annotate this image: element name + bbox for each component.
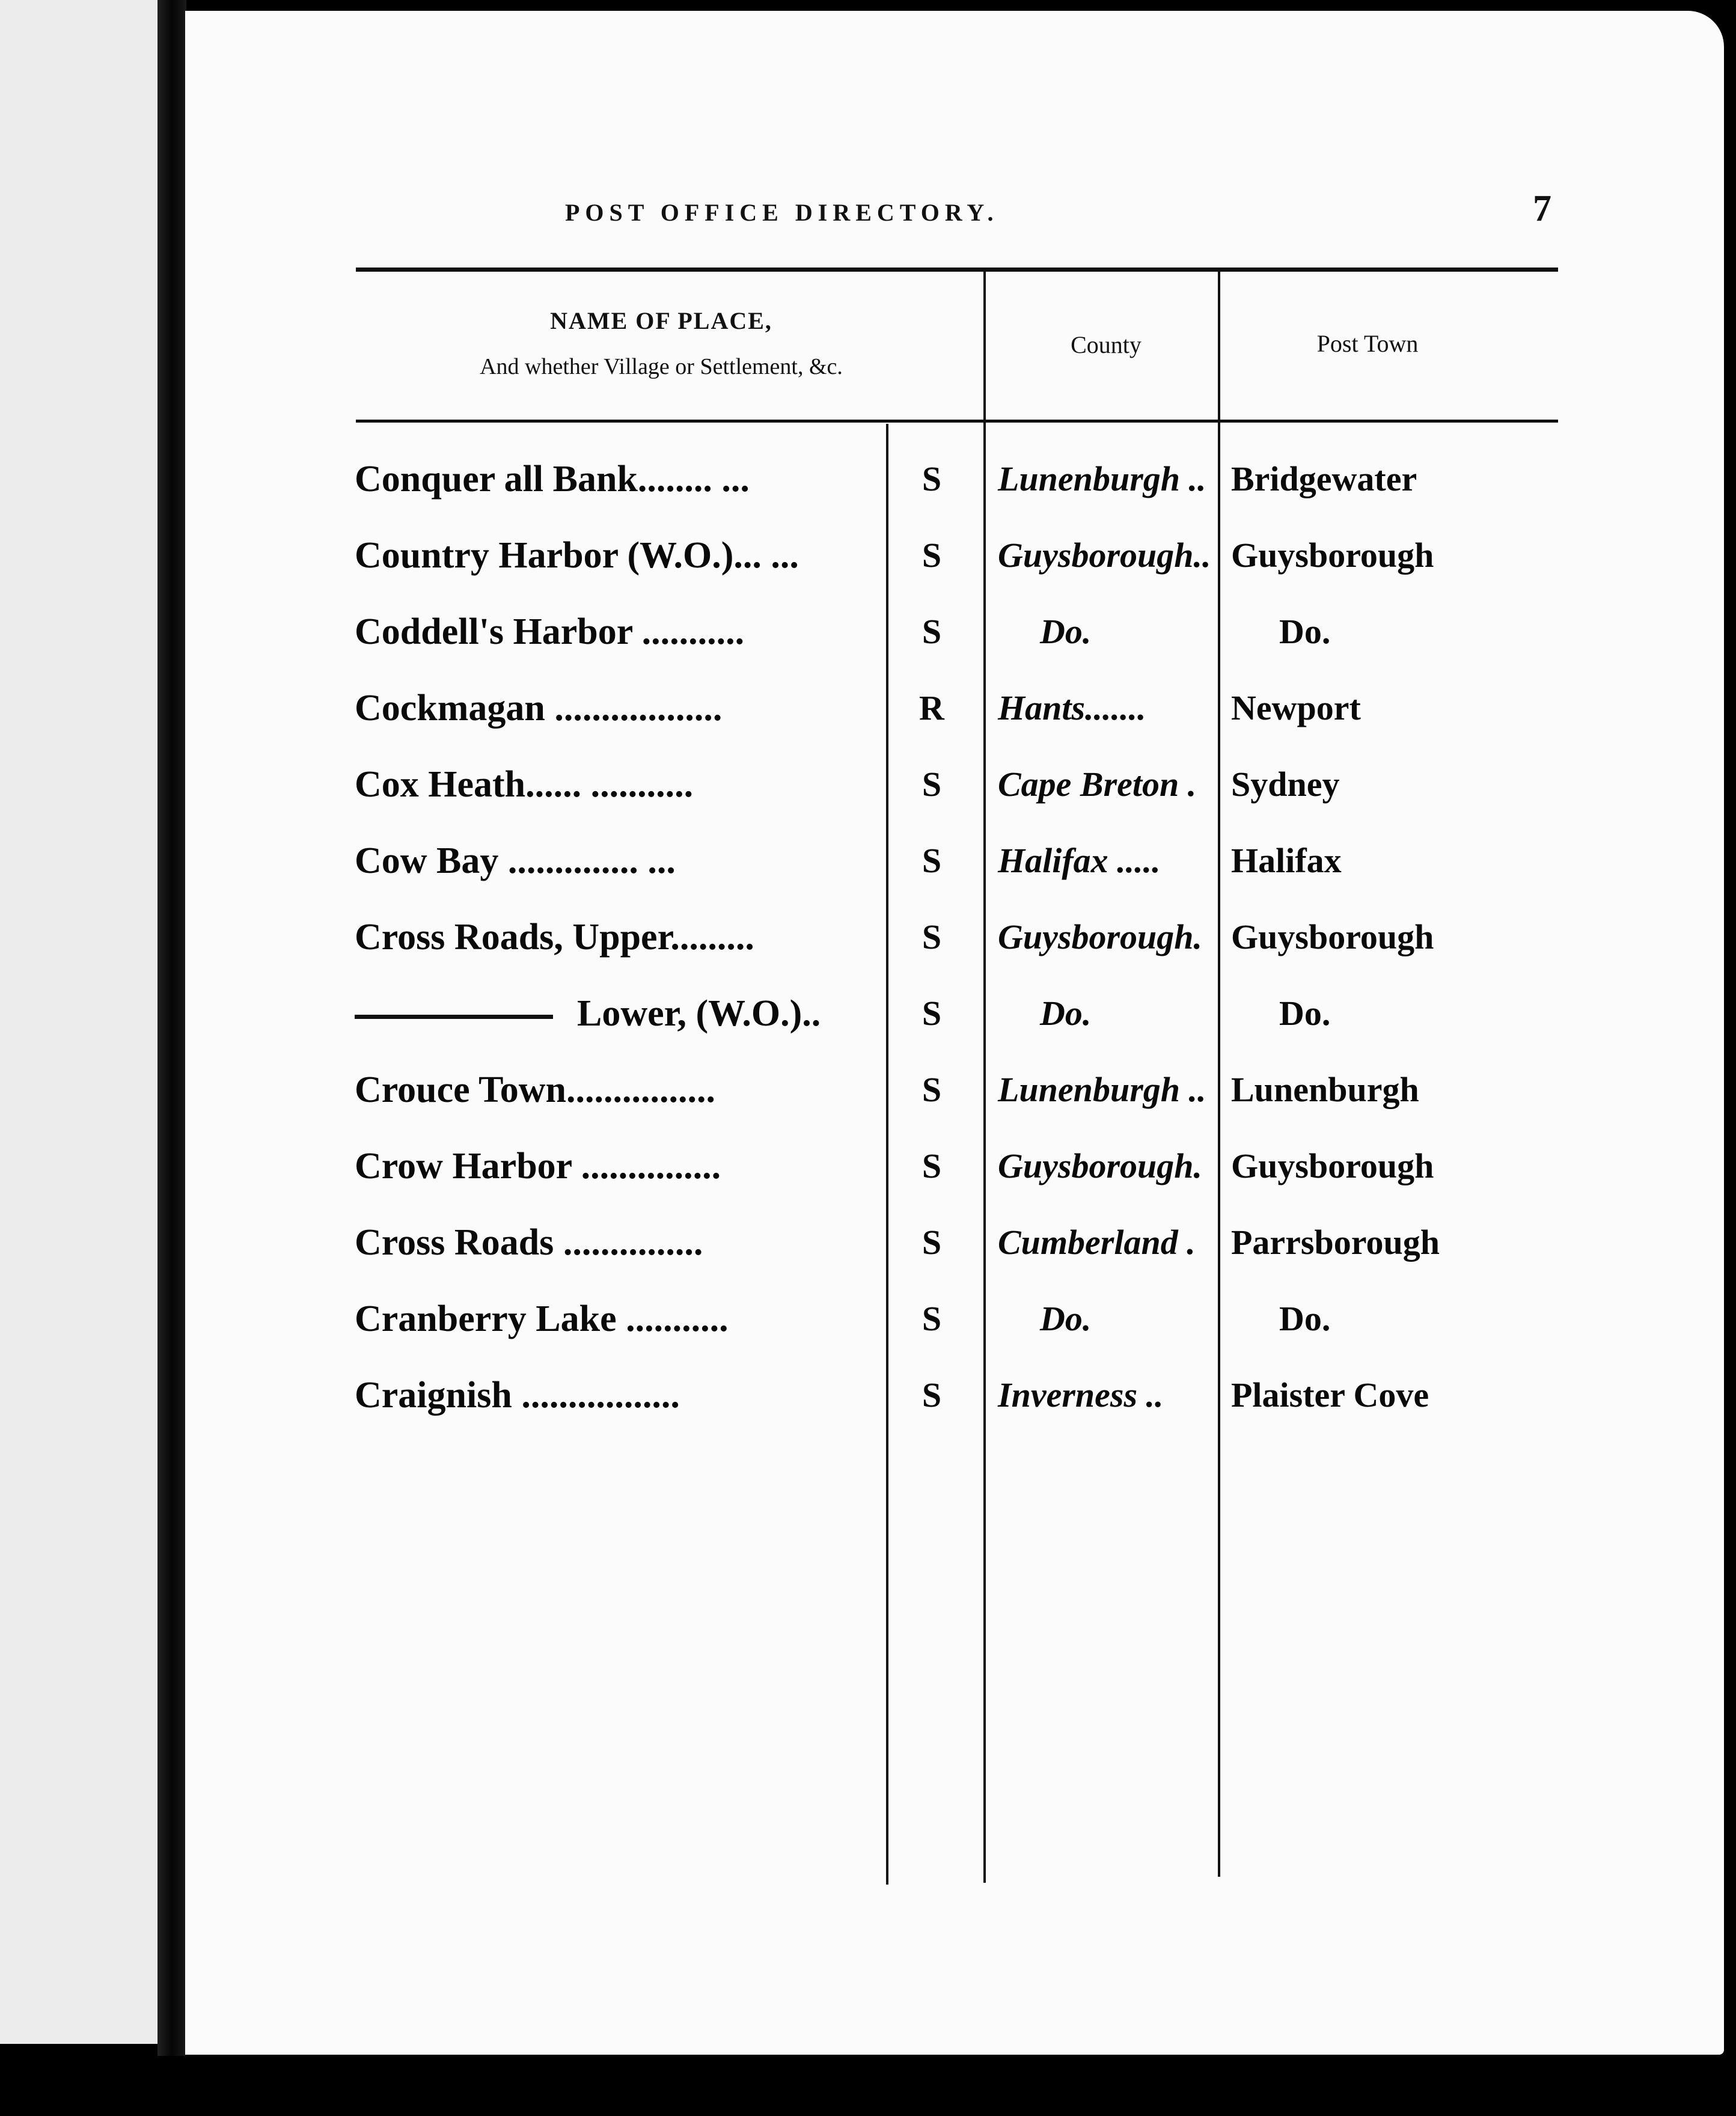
post-town: Do. bbox=[1279, 612, 1331, 651]
post-town: Guysborough bbox=[1231, 1146, 1434, 1185]
table-row bbox=[0, 828, 1736, 894]
place-name: Cox Heath...... ........... bbox=[355, 764, 694, 805]
table-row bbox=[0, 446, 1736, 512]
post-town: Do. bbox=[1279, 994, 1331, 1033]
table-row bbox=[0, 522, 1736, 589]
place-name: Cross Roads ............... bbox=[355, 1222, 703, 1263]
header-bottom-rule bbox=[356, 420, 1558, 423]
county: Do. bbox=[1040, 1299, 1092, 1338]
place-name: Cranberry Lake ........... bbox=[355, 1298, 729, 1339]
place-name: Craignish ................. bbox=[355, 1375, 680, 1416]
place-type: S bbox=[921, 1223, 942, 1262]
table-top-rule bbox=[356, 268, 1558, 272]
place-type: S bbox=[921, 1375, 942, 1414]
post-town: Sydney bbox=[1231, 765, 1340, 804]
post-town: Parrsborough bbox=[1231, 1223, 1440, 1262]
place-name: Conquer all Bank........ ... bbox=[355, 459, 750, 500]
post-town: Bridgewater bbox=[1231, 459, 1417, 498]
county: Do. bbox=[1040, 612, 1092, 651]
place-type: S bbox=[921, 1070, 942, 1109]
county: Guysborough. bbox=[998, 917, 1203, 956]
place-type: S bbox=[921, 612, 942, 651]
table-row bbox=[0, 751, 1736, 818]
post-town: Plaister Cove bbox=[1231, 1375, 1429, 1414]
place-type: S bbox=[921, 841, 942, 880]
place-name: Lower, (W.O.).. bbox=[577, 993, 821, 1034]
place-name: Coddell's Harbor ........... bbox=[355, 611, 745, 652]
header-name-of-place: NAME OF PLACE, bbox=[550, 307, 772, 334]
place-type: R bbox=[919, 688, 944, 727]
county: Halifax ..... bbox=[998, 841, 1161, 880]
table-row bbox=[0, 1133, 1736, 1199]
post-town: Lunenburgh bbox=[1231, 1070, 1419, 1109]
county: Cape Breton . bbox=[998, 765, 1197, 804]
place-name: Crow Harbor ............... bbox=[355, 1146, 721, 1187]
county: Lunenburgh .. bbox=[998, 459, 1206, 498]
place-type: S bbox=[921, 994, 942, 1033]
place-type: S bbox=[921, 536, 942, 575]
place-type: S bbox=[921, 765, 942, 804]
county: Lunenburgh .. bbox=[998, 1070, 1206, 1109]
place-name: Cow Bay .............. ... bbox=[355, 840, 676, 881]
table-row bbox=[0, 980, 1736, 1047]
header-name-subtitle: And whether Village or Settlement, &c. bbox=[480, 354, 843, 379]
county: Hants....... bbox=[998, 688, 1146, 727]
table-row bbox=[0, 599, 1736, 665]
place-name: Cross Roads, Upper......... bbox=[355, 917, 754, 958]
table-row bbox=[0, 1362, 1736, 1428]
table-row bbox=[0, 675, 1736, 741]
county: Guysborough. bbox=[998, 1146, 1203, 1185]
header-county: County bbox=[1071, 331, 1142, 358]
table-row bbox=[0, 1057, 1736, 1123]
scan-border bbox=[0, 2056, 1736, 2116]
post-town: Do. bbox=[1279, 1299, 1331, 1338]
table-row bbox=[0, 904, 1736, 970]
place-name: Crouce Town................ bbox=[355, 1069, 715, 1110]
county: Do. bbox=[1040, 994, 1092, 1033]
table-row bbox=[0, 1286, 1736, 1352]
post-town: Guysborough bbox=[1231, 536, 1434, 575]
page-number: 7 bbox=[1533, 188, 1551, 229]
post-town: Newport bbox=[1231, 688, 1361, 727]
place-type: S bbox=[921, 917, 942, 956]
place-type: S bbox=[921, 1299, 942, 1338]
place-type: S bbox=[921, 459, 942, 498]
ditto-dash bbox=[355, 1015, 553, 1019]
post-town: Guysborough bbox=[1231, 917, 1434, 956]
table-row bbox=[0, 1209, 1736, 1276]
place-name: Country Harbor (W.O.)... ... bbox=[355, 535, 799, 576]
county: Inverness .. bbox=[998, 1375, 1164, 1414]
county: Guysborough.. bbox=[998, 536, 1211, 575]
place-name-ditto bbox=[355, 980, 866, 1047]
place-name: Cockmagan .................. bbox=[355, 688, 723, 729]
running-head: POST OFFICE DIRECTORY. bbox=[565, 199, 999, 226]
post-town: Halifax bbox=[1231, 841, 1342, 880]
header-post-town: Post Town bbox=[1316, 330, 1419, 357]
county: Cumberland . bbox=[998, 1223, 1196, 1262]
place-type: S bbox=[921, 1146, 942, 1185]
